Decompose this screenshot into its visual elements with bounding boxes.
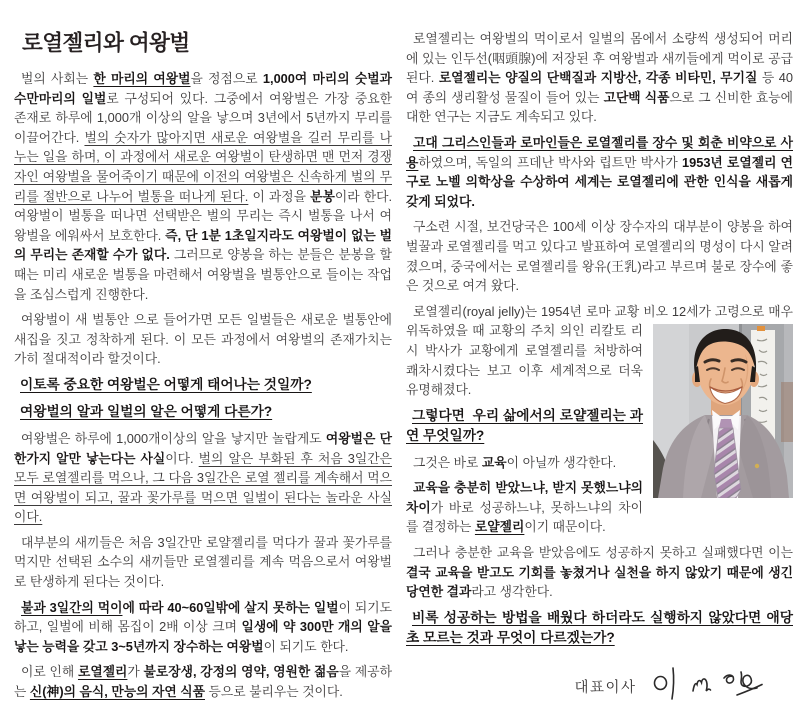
- text-run: 분봉: [310, 188, 335, 204]
- text-run: 등 40여 종의 생리활성 물질이 들어 있는: [406, 70, 793, 105]
- text-run: 이 되기도 한다.: [263, 638, 349, 654]
- text-run: 벌의 숫자가 많아지면 새로운 여왕벌을 길러 무리를 나누는 일을 하며, 이 과정에서 새로운 여왕벌이 탄생하면 맨 먼저 경쟁자인 여왕벌을 물어죽이기 때문에 이전의 여왕벌은 신속하게 벌의 무리를 절반으로 나누어 벌통을 떠나게 된다.: [14, 129, 392, 204]
- text-run: 벌의 알은 부화된 후 처음 3일간은 모두 로열젤리를 먹으나, 그 다음 3일간은 로열 젤리를 계속해서 먹으면 여왕벌이 되고, 꿀과 꽃가루를 먹으면 일벌이 된다는 놀라운 사실이다.: [14, 450, 392, 525]
- right-column: [406, 29, 793, 704]
- text-run: 이로 인해: [21, 664, 78, 680]
- paragraph: [406, 217, 793, 295]
- text-run: 로 구성되어 있다. 그중에서 여왕벌은 가장 중요한 존재로 하루에 1,000개 이상의 알을 낳으며 3년에서 5년까지 무리를 이끌어간다.: [14, 90, 392, 145]
- text-run: 신(神)의 음식, 만능의 자연 식품: [29, 684, 205, 700]
- paragraph: [14, 69, 392, 304]
- text-run: 가: [127, 664, 144, 680]
- text-run: 불로장생, 강정의 영약, 영원한 젊음: [143, 664, 339, 680]
- text-run: 을 제공하는: [14, 664, 392, 700]
- text-run: 구소련 시절, 보건당국은 100세 이상 장수자의 대부분이 양봉을 하여 벌꿀과 로열젤리를 먹고 있다고 발표하여 로열젤리의 명성이 다시 알려졌으며, 중국에서는 로열젤리를 왕유(王乳)라고 부르며 불로 장수에 좋은 것으로 여겨 왔다.: [406, 219, 793, 294]
- text-run: 로열젤리: [77, 664, 128, 680]
- text-run: 40~60일밖에 살지 못하는 일벌: [167, 599, 339, 615]
- paragraph: [406, 133, 793, 211]
- text-run: 한 마리의 여왕벌: [93, 71, 191, 86]
- text-run: 불과 3일간의 먹이: [21, 599, 123, 615]
- right-column-content: [406, 29, 793, 704]
- text-run: 하였으며, 독일의 프데난 박사와 립트만 박사가: [418, 154, 682, 170]
- paragraph: [14, 533, 392, 592]
- text-run: 대부분의 새끼들은 처음 3일간만 로얄젤리를 먹다가 꿀과 꽃가루를 먹지만 선택된 소수의 새끼들만 로열젤리를 계속 먹음으로서 여왕벌로 탄생하게 된다는 것이다.: [14, 534, 392, 590]
- handwritten-signature-icon: [649, 664, 767, 704]
- text-run: 교육을 충분히 받았느냐, 받지 못했느냐의 차이: [406, 480, 643, 515]
- paragraph: [406, 543, 793, 602]
- section-heading: [406, 608, 793, 648]
- text-run: 이다.: [165, 450, 199, 466]
- text-run: 여왕벌은 하루에 1,000개이상의 알을 낳지만 놀랍게도: [21, 430, 326, 446]
- text-run: 고대 그리스인들과 로마인들은 로열젤리를 장수 및 회춘 비약으로 사용: [406, 134, 793, 170]
- text-run: 여왕벌의 알과 일벌의 알은 어떻게 다른가?: [20, 403, 273, 419]
- text-run: 결국 교육을 받고도 기회를 놓쳤거나 실천을 하지 않았기 때문에 생긴 당연한 결과: [406, 564, 793, 600]
- text-run: 하였을 때 교황의 주치 의인 리칼토 리시 박사가 교황에게 로열젤리를 처방하여 쾌차시켰다는 보고 이후 세계적으로 더욱 유명해졌다.: [406, 323, 643, 398]
- text-run: 그러므로 양봉을 하는 분들은 분봉을 할때는 미리 새로운 벌통을 마련해서 여왕벌을 벌통안으로 들이는 작업을 조심스럽게 진행한다.: [14, 247, 392, 302]
- text-run: 에 따라: [122, 599, 168, 615]
- text-run: 으로 그 신비한 효능에 대한 연구는 지금도 계속되고 있다.: [406, 89, 793, 125]
- text-run: 그것은 바로: [413, 454, 482, 470]
- text-run: 일생에 약 300만 개의 알을 낳는 능력을 갖고 3~5년까지 장수하는 여왕벌: [14, 619, 392, 654]
- text-run: 비록 성공하는 방법을 배웠다 하더라도 실행하지 않았다면 애당초 모르는 것과 무엇이 다르겠는가?: [406, 609, 793, 645]
- text-run: 등으로 불리우는 것이다.: [205, 684, 343, 700]
- text-run: 1953년 로열젤리 연구로 노벨 의학상을 수상하여 세계는 로열젤리에 관한 인식을 새롭게 갖게 되었다.: [406, 154, 793, 209]
- text-run: 이라 한다. 여왕벌이 벌통을 떠나면 선택받은 벌의 무리는 즉시 벌통을 나서 여왕벌을 에워싸서 보호한다.: [14, 188, 392, 243]
- text-run: 즉, 단 1분 1초일지라도 여왕벌이 없는 벌의 무리는 존재할 수가 없다.: [14, 227, 392, 263]
- text-run: 그러나 충분한 교육을 받았음에도 성공하지 못하고 실패했다면 이는: [413, 545, 793, 561]
- text-run: 라고 생각한다.: [471, 584, 553, 600]
- text-run: 가 바로 성공하느냐, 못하느냐의 차이를 결정하는: [406, 499, 643, 535]
- left-column-content: [14, 69, 392, 702]
- text-run: 로열젤리(royal jelly)는 1954년 로마 교황 비오 12세가 고령으로 매우 위독: [406, 303, 793, 339]
- text-run: 이 아닐까 생각한다.: [506, 454, 617, 470]
- text-run: 1,000여 마리의 숫벌과 수만마리의 일벌: [14, 71, 393, 106]
- text-run: 그렇다면 우리 삶에서의 로얄젤리는 과연 무엇일까?: [406, 407, 643, 443]
- portrait-illustration: [653, 324, 793, 498]
- text-run: 을 정점으로: [190, 71, 263, 86]
- paragraph: [14, 310, 392, 369]
- paragraph: [14, 429, 392, 527]
- text-run: 여왕벌은 단 한가지 알만 낳는다는 사실: [14, 430, 392, 466]
- text-run: 로열젤리는 여왕벌의 먹이로서 일벌의 몸에서 소량씩 생성되어 머리에 있는 인두선(咽頭腺)에 저장된 후 여왕벌과 새끼들에게 먹이로 공급된다.: [406, 31, 793, 86]
- text-run: 교육: [481, 454, 507, 470]
- section-heading: [14, 375, 392, 395]
- text-run: 이 과정을: [248, 188, 311, 204]
- page-title: 로열젤리와 여왕벌: [22, 31, 190, 55]
- paragraph: [14, 598, 392, 657]
- paragraph: [14, 662, 392, 701]
- text-run: 이토록 중요한 여왕벌은 어떻게 태어나는 것일까?: [20, 376, 312, 392]
- signature-block: [406, 664, 793, 704]
- paragraph: [406, 29, 793, 127]
- text-run: 벌의 사회는: [21, 71, 94, 86]
- text-run: 이 되기도 하고, 일벌에 비해 몸집이 2배 이상 크며: [14, 599, 393, 635]
- signature-label: 대표이사: [574, 679, 637, 696]
- text-run: 이기 때문이다.: [524, 519, 606, 535]
- text-run: 고단백 식품: [603, 89, 670, 105]
- left-column: [14, 26, 392, 708]
- text-run: 로얄젤리: [474, 519, 525, 535]
- paragraph: [406, 302, 793, 400]
- section-heading: [14, 402, 392, 422]
- text-run: 로열젤리는 양질의 단백질과 지방산, 각종 비타민, 무기질: [438, 70, 758, 86]
- ceo-portrait-photo: [653, 324, 793, 498]
- text-run: 여왕벌이 새 벌통안 으로 들어가면 모든 일벌들은 새로운 벌통안에 새집을 짓고 정착하게 된다. 이 모든 과정에서 여왕벌의 존재가치는 가히 절대적이라 할것이다.: [14, 312, 392, 367]
